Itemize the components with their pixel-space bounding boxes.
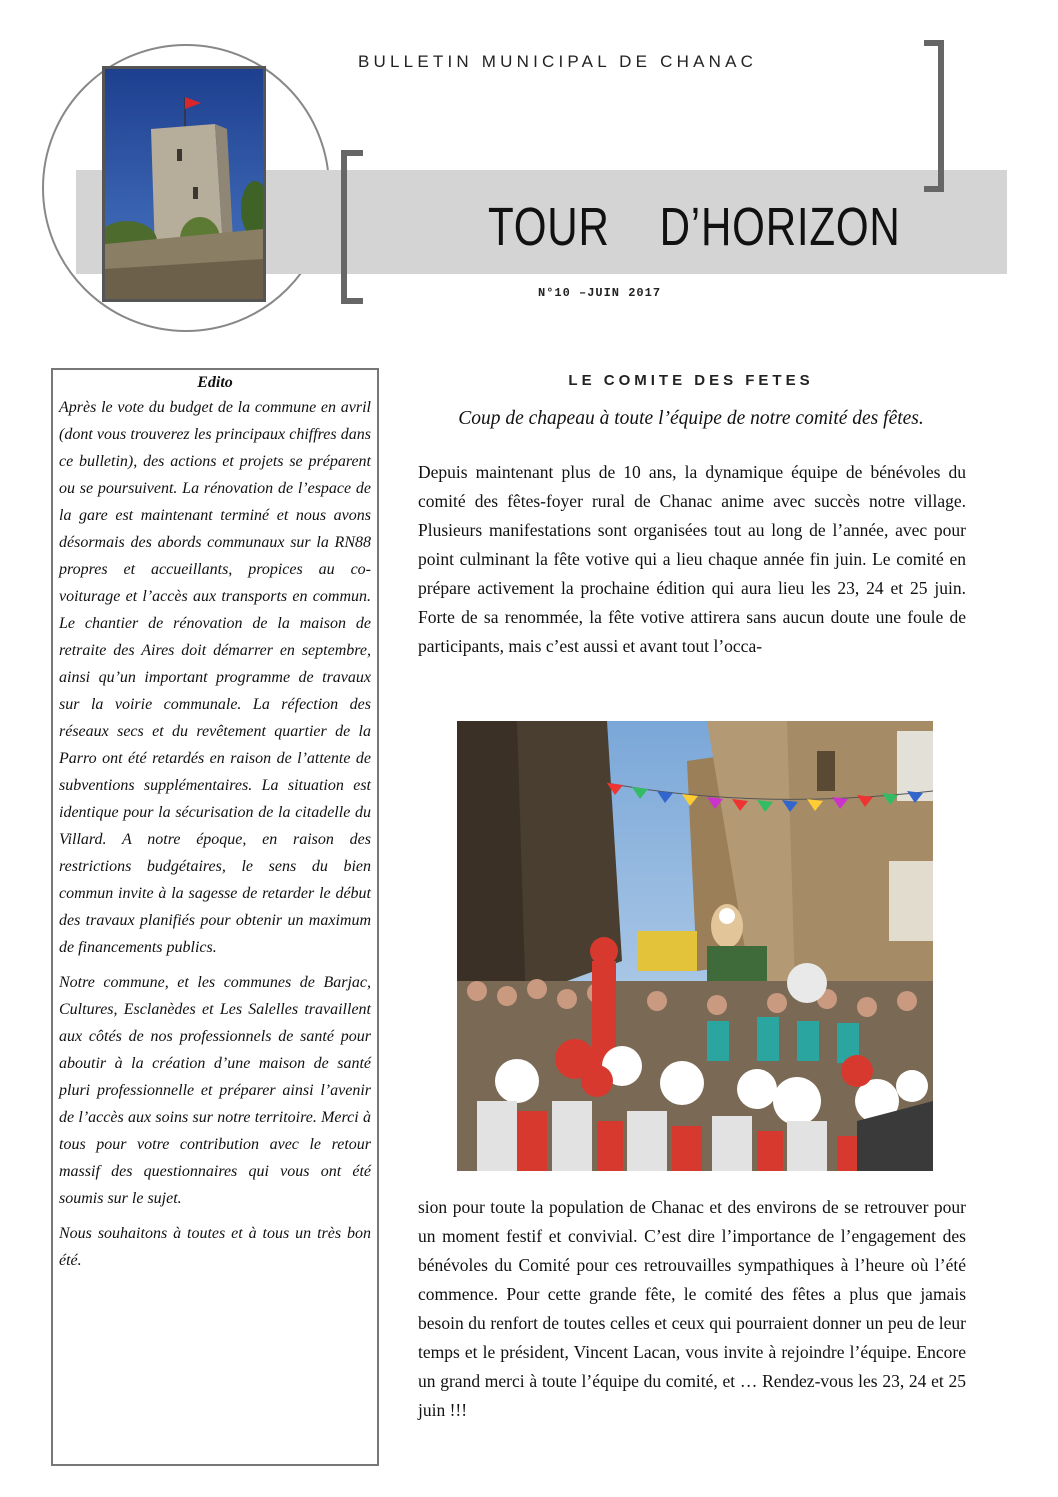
edito-box <box>51 368 379 1466</box>
issue-number: N°10 –JUIN 2017 <box>538 286 662 300</box>
edito-title: Edito <box>197 374 233 391</box>
article-subtitle: Coup de chapeau à toute l’équipe de notre comité des fêtes. <box>458 408 924 429</box>
section-title: LE COMITE DES FETES <box>568 372 814 389</box>
edito-paragraph-1: Après le vote du budget de la commune en avril (dont vous trouverez les principaux chiffres dans ce bulletin), des actions et projets se préparent ou se poursuivent. La rénovation de l’espace de la gare est maintenant terminé et nous avons désormais des abords communaux sur la RN88 propres et accueillants, propices au co-voiturage et l’accès aux transports en commun. Le chantier de rénovation de la maison de retraite des Aires doit démarrer en septembre, ainsi qu’un important programme de travaux sur la voirie communale. La réfection des réseaux secs et du revêtement quartier de la Parro ont été retardés en raison de l’attente de subventions supplémentaires. La situation est identique pour la sécurisation de la citadelle du Villard. A notre époque, en raison des restrictions budgétaires, le sens du bien commun invite à la sagesse de retarder le début des travaux planifiés pour obtenir un maximum de financements publics. <box>59 399 371 956</box>
left-bracket <box>341 150 363 304</box>
article-body-part1: Depuis maintenant plus de 10 ans, la dynamique équipe de bénévoles du comité des fêtes-foyer rural de Chanac anime avec succès notre village. Plusieurs manifestations sont organisées tout au long de l’année, avec pour point culminant la fête votive qui a lieu chaque année fin juin. Le comité en prépare activement la prochaine édition qui aura lieu les 23, 24 et 25 juin. Forte de sa renommée, la fête votive attirera sans aucun doute une foule de participants, mais c’est aussi et avant tout l’occa- <box>418 462 966 656</box>
edito-paragraph-2: Notre commune, et les communes de Barjac, Cultures, Esclanèdes et Les Salelles travaillent aux côtés de nos professionnels de santé pour aboutir à la création d’une maison de santé pluri professionnelle et préparer ainsi l’avenir de l’accès aux soins sur notre territoire. Merci à tous pour votre contribution avec le retour massif des questionnaires qui vous ont été soumis sur le sujet. <box>59 974 371 1207</box>
right-bracket <box>924 40 944 192</box>
newsletter-title: TOUR D’HORIZON <box>488 197 901 257</box>
bulletin-label: BULLETIN MUNICIPAL DE CHANAC <box>358 52 758 71</box>
article-body-part2: sion pour toute la population de Chanac et des environs de se retrouver pour un moment festif et convivial. C’est dire l’importance de l’engagement des bénévoles du Comité pour ces retrouvailles sympathiques à l’heure où l’été commence. Pour cette grande fête, le comité des fêtes a plus que jamais besoin du renfort de toutes celles et ceux qui pourraient donner un peu de leur temps et le président, Vincent Lacan, vous invite à rejoindre l’équipe. Encore un grand merci à toute l’équipe du comité, et … Rendez-vous les 23, 24 et 25 juin !!! <box>418 1197 966 1420</box>
edito-paragraph-3: Nous souhaitons à toutes et à tous un très bon été. <box>59 1225 371 1269</box>
festival-photo <box>457 721 933 1171</box>
tower-photo <box>102 66 266 302</box>
